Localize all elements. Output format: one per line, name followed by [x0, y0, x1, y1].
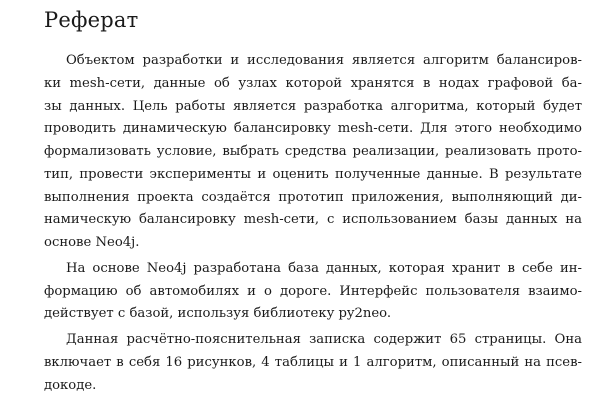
- text-line: Данная расчётно-пояснительная записка содержит 65 страницы. Она: [66, 332, 582, 347]
- page-title: Реферат: [44, 8, 139, 32]
- text-line: зы данных. Цель работы является разработка алгоритма, который будет: [44, 98, 582, 114]
- text-line: ки mesh-сети, данные об узлах которой хранятся в нодах графовой ба-: [44, 75, 582, 91]
- paragraph-3: [44, 329, 582, 397]
- text-line: формацию об автомобилях и о дороге. Интерфейс пользователя взаимо-: [44, 283, 582, 299]
- text-line: действует с базой, используя библиотеку py2neo.: [44, 306, 392, 322]
- text-line: На основе Neo4j разработана база данных, которая хранит в себе ин-: [66, 260, 582, 276]
- text-line: включает в себя 16 рисунков, 4 таблицы и 1 алгоритм, описанный на псев-: [44, 354, 582, 370]
- paragraph-2: [44, 258, 582, 326]
- text-line: докоде.: [44, 377, 97, 393]
- text-line: выполнения проекта создаётся прототип приложения, выполняющий ди-: [44, 189, 582, 205]
- paragraph-1: [44, 50, 582, 255]
- text-line: проводить динамическую балансировку mesh-сети. Для этого необходимо: [44, 121, 582, 137]
- text-line: Объектом разработки и исследования является алгоритм балансиров-: [66, 53, 582, 68]
- text-line: тип, провести эксперименты и оценить полученные данные. В результате: [44, 166, 582, 182]
- text-line: намическую балансировку mesh-сети, с использованием базы данных на: [44, 212, 582, 228]
- abstract-body: [44, 50, 582, 397]
- text-line: формализовать условие, выбрать средства реализации, реализовать прото-: [44, 144, 582, 159]
- text-line: основе Neo4j.: [44, 235, 140, 250]
